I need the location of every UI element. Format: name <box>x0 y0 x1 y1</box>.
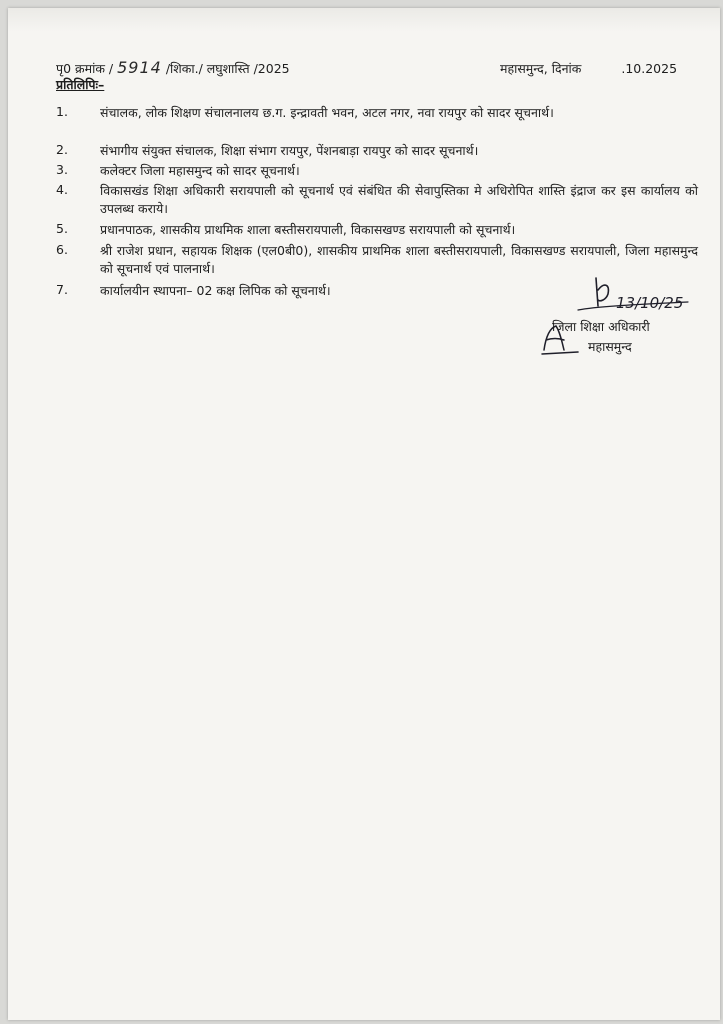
list-item: श्री राजेश प्रधान, सहायक शिक्षक (एल0बी0), शासकीय प्राथमिक शाला बस्तीसरायपाली, विकासखण्ड सरायपाली, जिला महासमुन्द को सूचनार्थ एवं पालनार्थ। <box>100 243 698 276</box>
reference-number-line <box>56 58 290 77</box>
document-page <box>8 8 720 1020</box>
item-number: 1. <box>56 104 68 119</box>
item-number: 4. <box>56 182 68 197</box>
item-number: 2. <box>56 142 68 157</box>
officer-place: महासमुन्द <box>588 339 632 354</box>
item-number: 5. <box>56 221 68 236</box>
list-item: प्रधानपाठक, शासकीय प्राथमिक शाला बस्तीसरायपाली, विकासखण्ड सरायपाली को सूचनार्थ। <box>100 222 516 237</box>
handwritten-date: 13/10/25 <box>616 294 684 312</box>
date-value: .10.2025 <box>621 61 678 76</box>
item-number: 3. <box>56 162 68 177</box>
item-number: 7. <box>56 282 68 297</box>
list-item: विकासखंड शिक्षा अधिकारी सरायपाली को सूचनार्थ एवं संबंधित की सेवापुस्तिका मे अधिरोपित शास्ति इंद्राज कर इस कार्यालय को उपलब्ध कराये। <box>100 183 698 216</box>
signature-block <box>538 270 713 360</box>
page-shadow <box>8 8 720 32</box>
handwritten-ref-number: 5914 <box>117 58 162 77</box>
place-date-line <box>500 60 677 77</box>
list-item: कार्यालयीन स्थापना– 02 कक्ष लिपिक को सूचनार्थ। <box>100 283 331 298</box>
copy-to-heading: प्रतिलिपिः– <box>56 77 105 92</box>
place-date-label: महासमुन्द, दिनांक <box>500 61 582 76</box>
ref-prefix: पृ0 क्रमांक / <box>56 61 114 76</box>
ref-suffix: /शिका./ लघुशास्ति /2025 <box>165 61 290 76</box>
list-item: कलेक्टर जिला महासमुन्द को सादर सूचनार्थ। <box>100 163 300 178</box>
officer-title: जिला शिक्षा अधिकारी <box>552 319 650 334</box>
list-item: संचालक, लोक शिक्षण संचालनालय छ.ग. इन्द्रावती भवन, अटल नगर, नवा रायपुर को सादर सूचनार्थ। <box>100 105 554 120</box>
item-number: 6. <box>56 242 68 257</box>
list-item: संभागीय संयुक्त संचालक, शिक्षा संभाग रायपुर, पेंशनबाड़ा रायपुर को सादर सूचनार्थ। <box>100 143 479 158</box>
